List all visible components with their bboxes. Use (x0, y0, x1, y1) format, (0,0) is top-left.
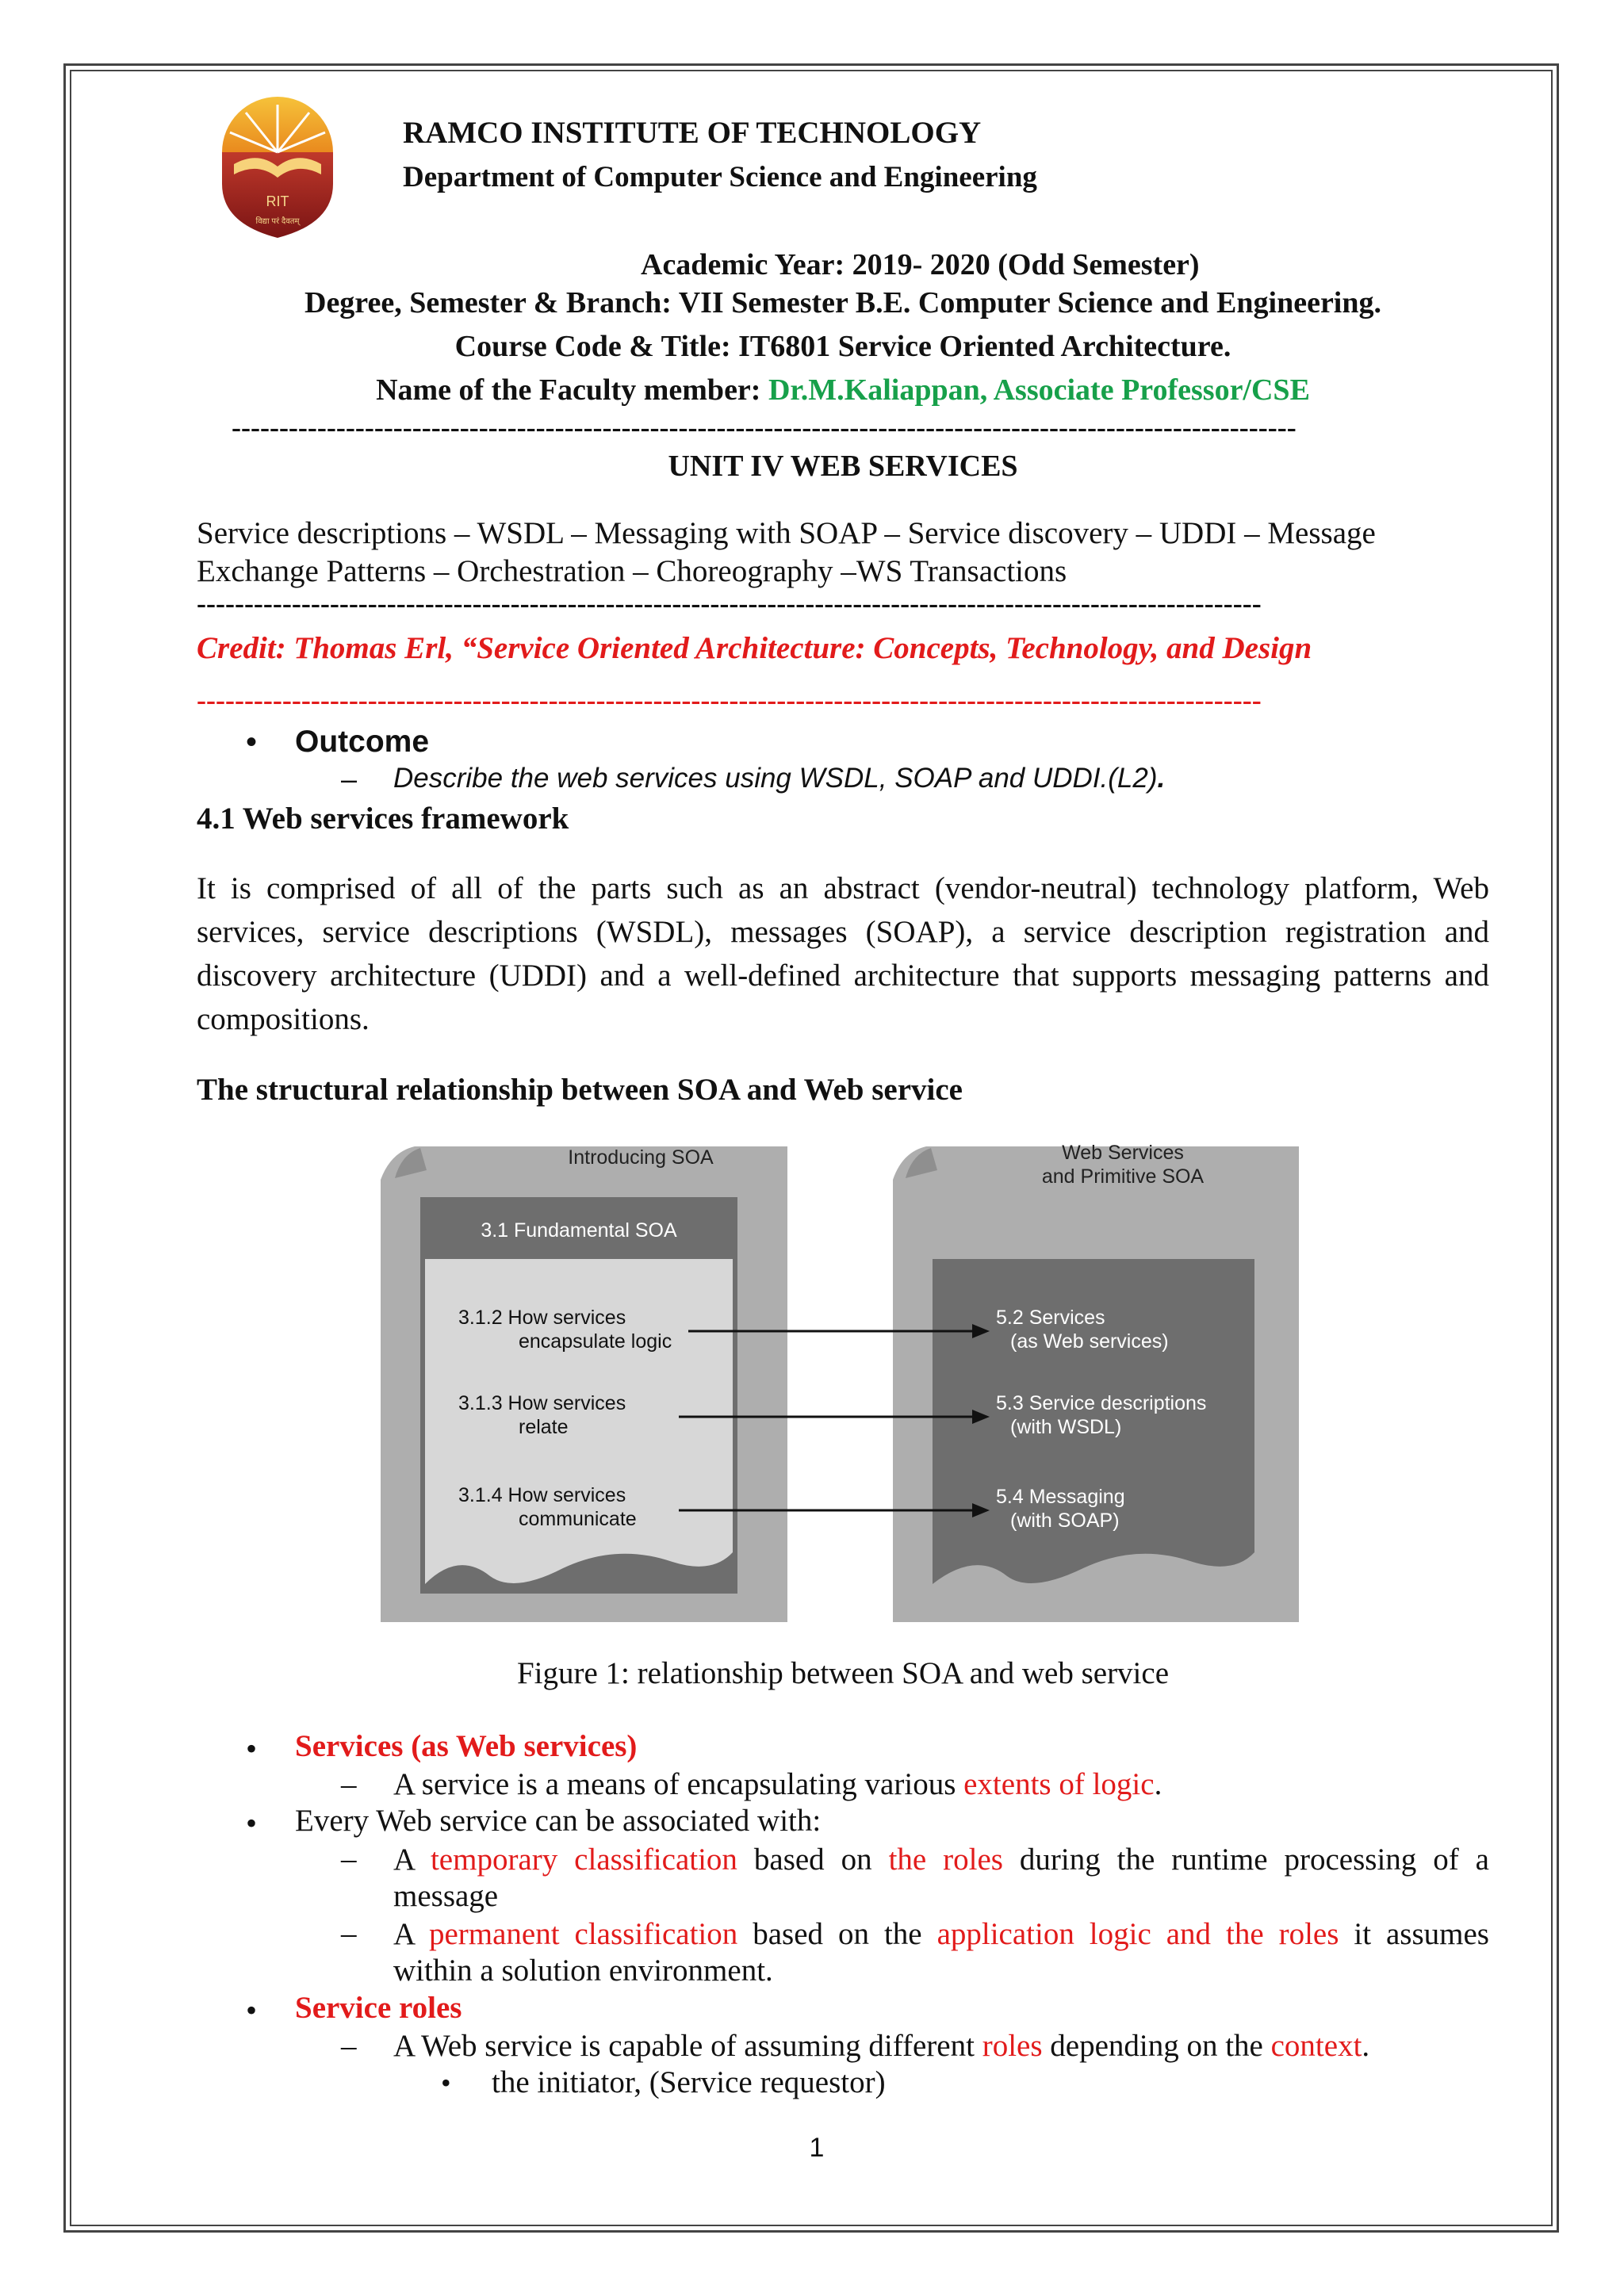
roles-highlight: roles (982, 2029, 1043, 2063)
roles-heading: Service roles (295, 1991, 462, 2025)
dash-roles: – (341, 2029, 357, 2063)
roles-period: . (1362, 2029, 1370, 2063)
permanent-application-logic: application logic and the roles (936, 1917, 1339, 1951)
soa-relationship-figure (379, 1140, 1302, 1624)
department-name: Department of Computer Science and Engineering (403, 161, 1037, 193)
assoc-heading: Every Web service can be associated with: (295, 1804, 822, 1838)
outcome-bullet: • (246, 725, 258, 760)
permanent-line-2: within a solution environment. (393, 1954, 773, 1988)
roles-a: A Web service is capable of assuming different (393, 2029, 982, 2063)
dash-permanent: – (341, 1916, 357, 1950)
faculty-name: Dr.M.Kaliappan, Associate Professor/CSE (768, 373, 1310, 407)
left-item-3-line1: 3.1.4 How services (458, 1484, 626, 1506)
services-item-highlight: extents of logic (963, 1767, 1155, 1801)
outcome-dash: – (341, 763, 358, 795)
permanent-c: based on the (737, 1917, 937, 1951)
logo-text: RIT (266, 193, 289, 209)
left-tab-label: Introducing SOA (568, 1146, 714, 1169)
institute-name: RAMCO INSTITUTE OF TECHNOLOGY (403, 116, 982, 150)
services-heading: Services (as Web services) (295, 1729, 638, 1763)
left-item-2-line1: 3.1.3 How services (458, 1392, 626, 1414)
degree-line: Degree, Semester & Branch: VII Semester B.E. Computer Science and Engineering. (304, 286, 1381, 320)
right-item-2-line1: 5.3 Service descriptions (996, 1392, 1207, 1414)
right-tab-line2: and Primitive SOA (1041, 1165, 1205, 1188)
temporary-classification: temporary classification (430, 1843, 737, 1877)
roles-c: depending on the (1042, 2029, 1271, 2063)
services-item-period: . (1154, 1767, 1162, 1801)
services-item (393, 1766, 1162, 1802)
permanent-classification: permanent classification (428, 1917, 738, 1951)
subheading: The structural relationship between SOA and Web service (197, 1073, 963, 1107)
right-document-group (893, 1142, 1299, 1622)
logo-motto: विद्या परं दैवतम् (255, 217, 300, 226)
initiator-item: the initiator, (Service requestor) (492, 2065, 886, 2099)
right-item-2-line2: (with WSDL) (1010, 1416, 1122, 1438)
right-tab-line1: Web Services (1062, 1142, 1184, 1164)
outcome-text (393, 763, 1165, 794)
permanent-e: it assumes (1339, 1917, 1489, 1951)
college-logo (214, 89, 341, 239)
left-item-1-line2: encapsulate logic (519, 1330, 672, 1353)
section-title: 4.1 Web services framework (197, 802, 569, 836)
temporary-line-2: message (393, 1879, 499, 1913)
unit-title: UNIT IV WEB SERVICES (668, 450, 1018, 483)
permanent-line (393, 1915, 1489, 1953)
right-item-3-line1: 5.4 Messaging (996, 1486, 1125, 1508)
dash-temporary: – (341, 1842, 357, 1876)
right-item-1-line2: (as Web services) (1010, 1330, 1169, 1353)
roles-item (393, 2028, 1369, 2064)
credit-line: Credit: Thomas Erl, “Service Oriented Architecture: Concepts, Technology, and Design (197, 631, 1312, 665)
bullet-initiator: • (441, 2067, 451, 2099)
temporary-roles: the roles (888, 1843, 1003, 1877)
outcome-text-body: Describe the web services using WSDL, SOAP and UDDI.(L2) (393, 763, 1158, 794)
temporary-e: during the runtime processing of a (1002, 1843, 1489, 1877)
academic-year: Academic Year: 2019- 2020 (Odd Semester) (641, 248, 1200, 281)
temporary-c: based on (737, 1843, 889, 1877)
dash-services: – (341, 1767, 357, 1801)
left-item-1-line1: 3.1.2 How services (458, 1307, 626, 1329)
temporary-line (393, 1841, 1489, 1878)
permanent-a: A (393, 1917, 429, 1951)
separator-1: ---------------------------------------------------------------------------------------------------------------- (232, 411, 1297, 443)
context-highlight: context (1270, 2029, 1362, 2063)
bullet-services: • (246, 1731, 258, 1766)
right-item-1-line1: 5.2 Services (996, 1307, 1105, 1329)
services-item-text: A service is a means of encapsulating various (393, 1767, 964, 1801)
left-document-group (381, 1146, 787, 1622)
syllabus-line-1: Service descriptions – WSDL – Messaging with SOAP – Service discovery – UDDI – Message (197, 516, 1376, 550)
syllabus-line-2: Exchange Patterns – Orchestration – Choreography –WS Transactions (197, 554, 1067, 588)
faculty-line (197, 373, 1489, 408)
section-paragraph: It is comprised of all of the parts such as an abstract (vendor-neutral) technology platform, Web services, service descriptions (WSDL), messages (SOAP), a service description registration and discovery architecture (UDDI) and a well-defined architecture that supports messaging patterns and compositions. (197, 871, 1489, 1036)
separator-3: ---------------------------------------------------------------------------------------------------------------- (197, 684, 1262, 716)
temporary-a: A (393, 1843, 431, 1877)
outcome-period: . (1157, 763, 1166, 794)
page-number: 1 (809, 2133, 825, 2163)
figure-caption: Figure 1: relationship between SOA and web service (516, 1656, 1170, 1690)
left-item-2-line2: relate (519, 1416, 569, 1438)
outcome-heading: Outcome (295, 725, 430, 759)
left-box-title: 3.1 Fundamental SOA (481, 1219, 677, 1242)
faculty-label: Name of the Faculty member: (376, 373, 768, 407)
bullet-assoc: • (246, 1805, 258, 1841)
left-item-3-line2: communicate (519, 1508, 637, 1530)
right-item-3-line2: (with SOAP) (1010, 1510, 1120, 1532)
bullet-roles: • (246, 1992, 258, 2028)
course-line: Course Code & Title: IT6801 Service Oriented Architecture. (454, 330, 1231, 363)
separator-2: ---------------------------------------------------------------------------------------------------------------- (197, 587, 1262, 619)
